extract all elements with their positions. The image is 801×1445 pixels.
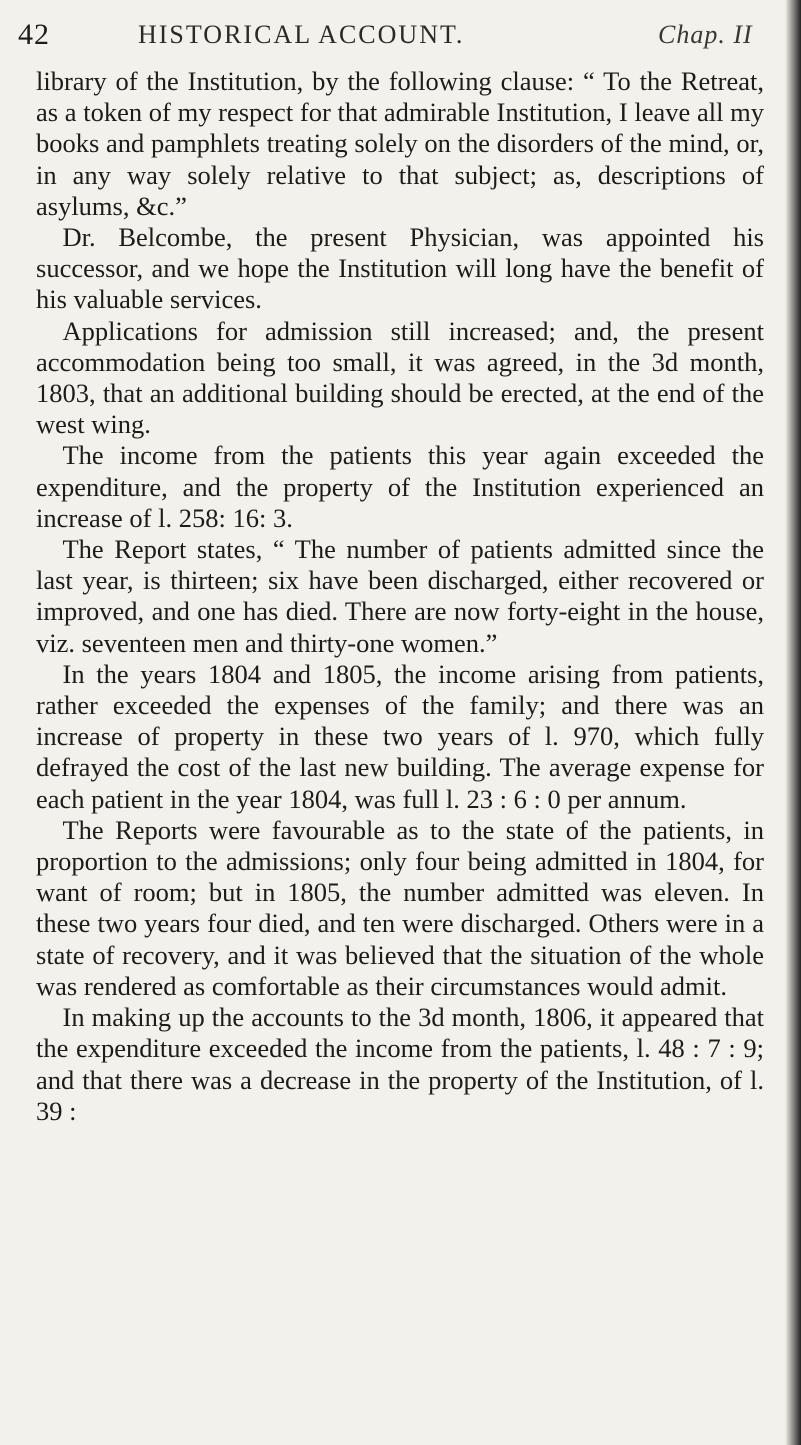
paragraph: Dr. Belcombe, the present Physician, was appointed his successor, and we hope the Institution will long have the benefit of his valuable services.	[36, 222, 764, 315]
page-header	[18, 18, 778, 60]
paragraph-continued: library of the Institution, by the following clause: “ To the Retreat, as a token of my respect for that admirable Institution, I leave all my books and pamphlets treating solely on the disorders of the mind, or, in any way solely relative to that subject; as, descriptions of asylums, &c.”	[36, 66, 764, 221]
paragraph: The income from the patients this year again exceeded the expenditure, and the property of the Institution experienced an increase of l. 258: 16: 3.	[36, 440, 764, 533]
page-number: 42	[18, 18, 50, 51]
paragraph: The Reports were favourable as to the state of the patients, in proportion to the admissions; only four being admitted in 1804, for want of room; but in 1805, the number admitted was eleven. In these two years four died, and ten were discharged. Others were in a state of recovery, and it was believed that the situation of the whole was rendered as comfortable as their circumstances would admit.	[36, 814, 764, 1001]
paragraph: In the years 1804 and 1805, the income arising from patients, rather exceeded the expenses of the family; and there was an increase of property in these two years of l. 970, which fully defrayed the cost of the last new building. The average expense for each patient in the year 1804, was full l. 23 : 6 : 0 per annum.	[36, 658, 764, 814]
body-text	[36, 66, 764, 1127]
paragraph: In making up the accounts to the 3d month, 1806, it appeared that the expenditure exceeded the income from the patients, l. 48 : 7 : 9; and that there was a decrease in the property of the Institution, of l. 39 :	[36, 1002, 764, 1126]
paragraph: The Report states, “ The number of patients admitted since the last year, is thirteen; six have been discharged, either recovered or improved, and one has died. There are now forty-eight in the house, viz. seventeen men and thirty-one women.”	[36, 534, 764, 658]
running-title: HISTORICAL ACCOUNT.	[138, 20, 465, 49]
paragraph: Applications for admission still increased; and, the present accommodation being too small, it was agreed, in the 3d month, 1803, that an additional building should be erected, at the end of the west wing.	[36, 315, 764, 440]
page-edge-shadow	[785, 0, 801, 1445]
chapter-label: Chap. II	[658, 20, 753, 49]
